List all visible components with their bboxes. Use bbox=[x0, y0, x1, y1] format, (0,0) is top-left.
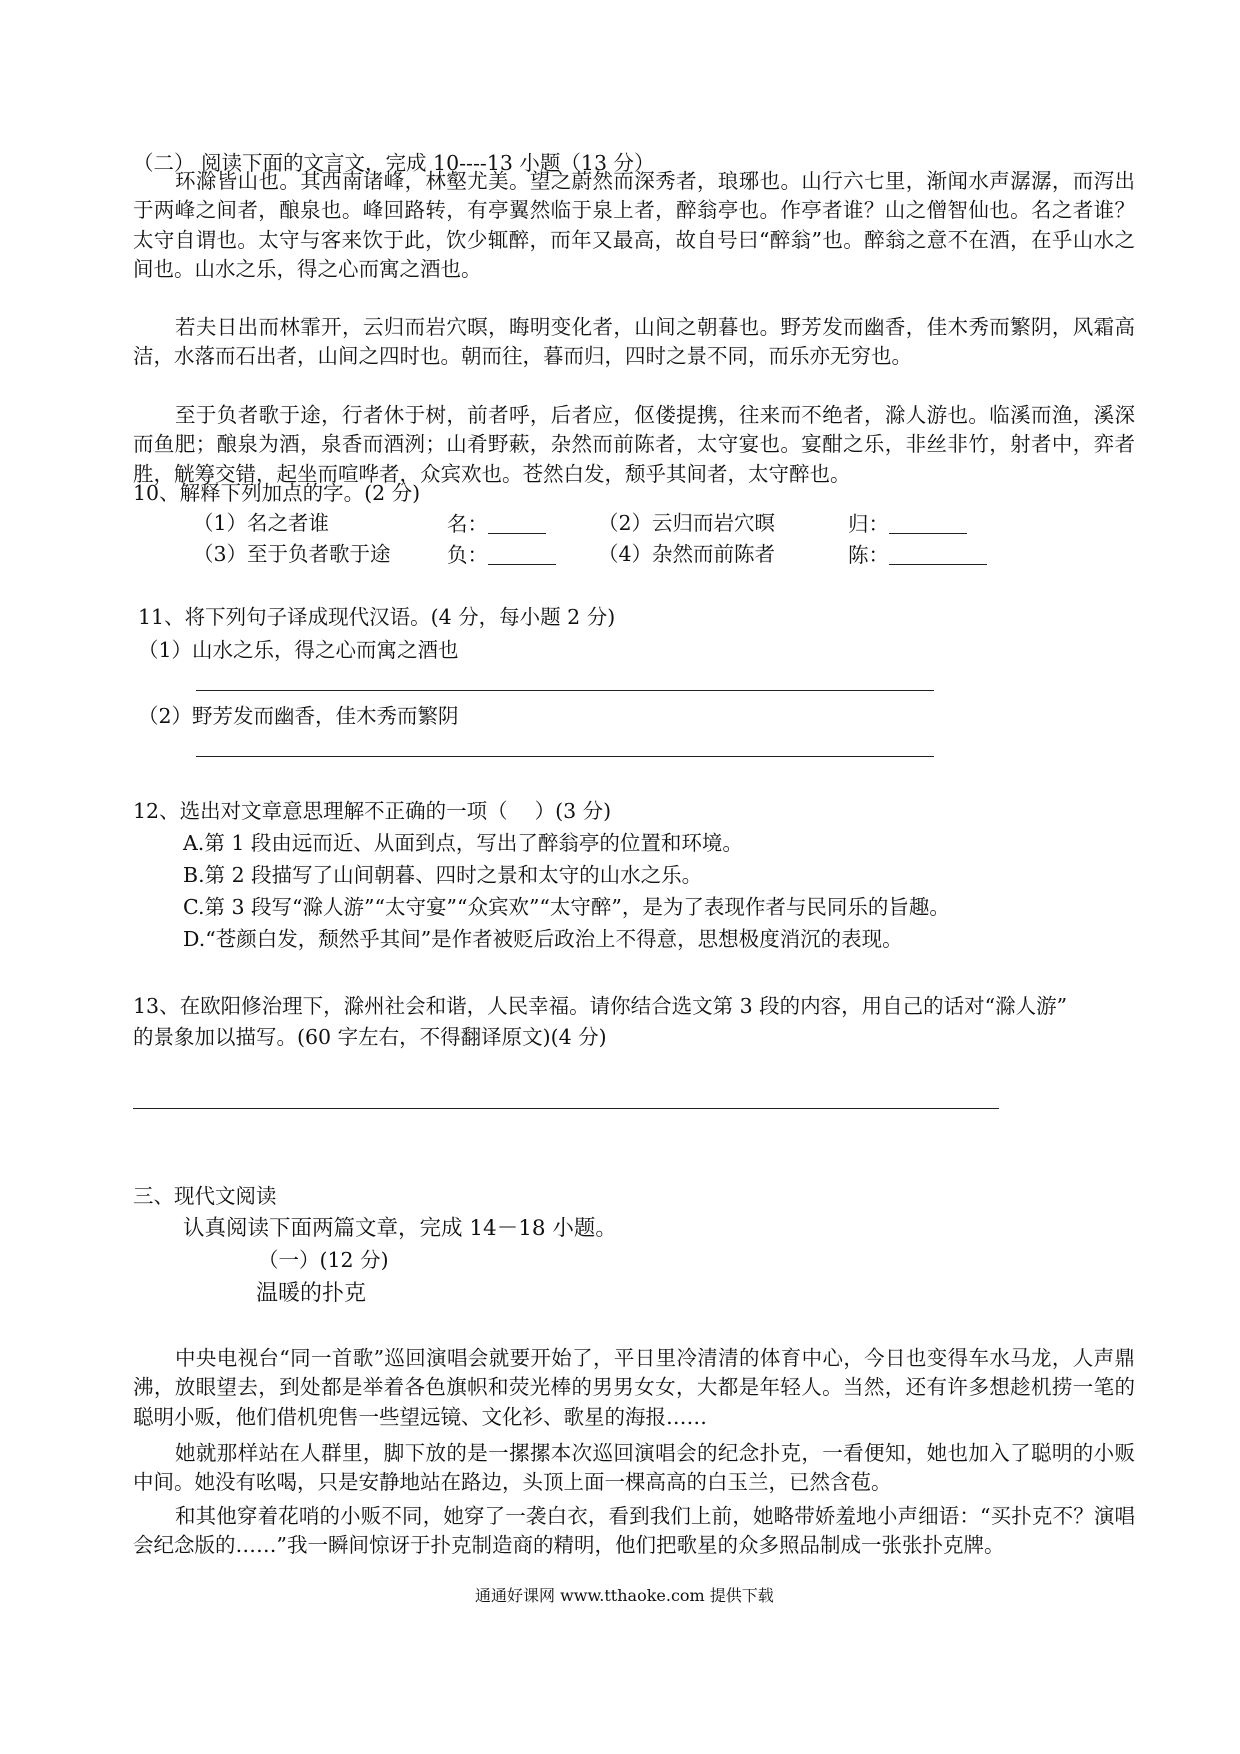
q10-char-2: 归： bbox=[848, 513, 967, 535]
q10-item-1: （1）名之者谁 bbox=[193, 511, 330, 535]
section3-subheading: （一）(12 分) bbox=[258, 1248, 389, 1272]
q11-item-1: （1）山水之乐，得之心而寓之酒也 bbox=[138, 638, 459, 662]
q11-stem: 11、将下列句子译成现代汉语。(4 分，每小题 2 分) bbox=[138, 605, 616, 629]
q10-char-4: 陈： bbox=[848, 544, 987, 566]
q13-answer-line[interactable] bbox=[133, 1108, 999, 1109]
q12-option-c: C.第 3 段写“滁人游”“太守宴”“众宾欢”“太守醉”，是为了表现作者与民同乐的旨趣。 bbox=[183, 895, 950, 919]
q10-char-1: 名： bbox=[447, 513, 546, 535]
q10-char-3: 负： bbox=[447, 544, 556, 566]
q10-answer-blank-1[interactable] bbox=[488, 513, 546, 534]
classical-paragraph-1: 环滁皆山也。其西南诸峰，林壑尤美。望之蔚然而深秀者，琅琊也。山行六七里，渐闻水声潺潺，而泻出于两峰之间者，酿泉也。峰回路转，有亭翼然临于泉上者，醉翁亭也。作亭者谁？山之僧智仙也。名之者谁？太守自谓也。太守与客来饮于此，饮少辄醉，而年又最高，故自号曰“醉翁”也。醉翁之意不在酒，在乎山水之间也。山水之乐，得之心而寓之酒也。 bbox=[133, 169, 1135, 281]
q10-answer-blank-2[interactable] bbox=[889, 513, 967, 534]
q13-stem-line-2: 的景象加以描写。(60 字左右，不得翻译原文)(4 分) bbox=[133, 1025, 607, 1049]
q13-stem-line-1: 13、在欧阳修治理下，滁州社会和谐，人民幸福。请你结合选文第 3 段的内容，用自己的话对“滁人游” bbox=[133, 994, 1068, 1018]
classical-paragraph-3: 至于负者歌于途，行者休于树，前者呼，后者应，伛偻提携，往来而不绝者，滁人游也。临溪而渔，溪深而鱼肥；酿泉为酒，泉香而酒洌；山肴野蔌，杂然而前陈者，太守宴也。宴酣之乐，非丝非竹，射者中，弈者胜，觥筹交错，起坐而喧哗者，众宾欢也。苍然白发，颓乎其间者，太守醉也。 bbox=[133, 403, 1135, 486]
classical-paragraph-2: 若夫日出而林霏开，云归而岩穴暝，晦明变化者，山间之朝暮也。野芳发而幽香，佳木秀而繁阴，风霜高洁，水落而石出者，山间之四时也。朝而往，暮而归，四时之景不同，而乐亦无穷也。 bbox=[133, 315, 1135, 369]
q10-stem: 10、解释下列加点的字。(2 分) bbox=[133, 481, 421, 505]
section3-heading: 三、现代文阅读 bbox=[133, 1184, 277, 1208]
q12-stem: 12、选出对文章意思理解不正确的一项（ ）(3 分) bbox=[133, 799, 612, 823]
q12-option-a: A.第 1 段由远而近、从面到点，写出了醉翁亭的位置和环境。 bbox=[183, 831, 743, 855]
section2-heading: （二） 阅读下面的文言文，完成 10----13 小题（13 分） bbox=[133, 151, 655, 175]
q11-item-2: （2）野芳发而幽香，佳木秀而繁阴 bbox=[138, 704, 459, 728]
q10-answer-blank-3[interactable] bbox=[488, 544, 556, 565]
q11-answer-line-1[interactable] bbox=[196, 690, 934, 691]
q10-item-2: （2）云归而岩穴暝 bbox=[598, 511, 776, 535]
q12-option-b: B.第 2 段描写了山间朝暮、四时之景和太守的山水之乐。 bbox=[183, 863, 703, 887]
q12-option-d: D.“苍颜白发，颓然乎其间”是作者被贬后政治上不得意，思想极度消沉的表现。 bbox=[183, 927, 903, 951]
q10-item-4: （4）杂然而前陈者 bbox=[598, 542, 776, 566]
article-paragraph-1: 中央电视台“同一首歌”巡回演唱会就要开始了，平日里冷清清的体育中心，今日也变得车水马龙，人声鼎沸，放眼望去，到处都是举着各色旗帜和荧光棒的男男女女，大都是年轻人。当然，还有许多想趁机捞一笔的聪明小贩，他们借机兜售一些望远镜、文化衫、歌星的海报…… bbox=[133, 1346, 1135, 1429]
article-title: 温暖的扑克 bbox=[256, 1281, 367, 1306]
article-paragraph-3: 和其他穿着花哨的小贩不同，她穿了一袭白衣，看到我们上前，她略带娇羞地小声细语：“买扑克不？演唱会纪念版的……”我一瞬间惊讶于扑克制造商的精明，他们把歌星的众多照品制成一张张扑克牌。 bbox=[133, 1504, 1135, 1558]
q11-answer-line-2[interactable] bbox=[196, 756, 934, 757]
q10-item-3: （3）至于负者歌于途 bbox=[193, 542, 391, 566]
section3-intro: 认真阅读下面两篇文章，完成 14－18 小题。 bbox=[183, 1216, 617, 1241]
q10-answer-blank-4[interactable] bbox=[889, 544, 987, 565]
article-paragraph-2: 她就那样站在人群里，脚下放的是一摞摞本次巡回演唱会的纪念扑克，一看便知，她也加入了聪明的小贩中间。她没有吆喝，只是安静地站在路边，头顶上面一棵高高的白玉兰，已然含苞。 bbox=[133, 1441, 1135, 1495]
page-footer: 通通好课网 www.tthaoke.com 提供下载 bbox=[475, 1586, 774, 1605]
